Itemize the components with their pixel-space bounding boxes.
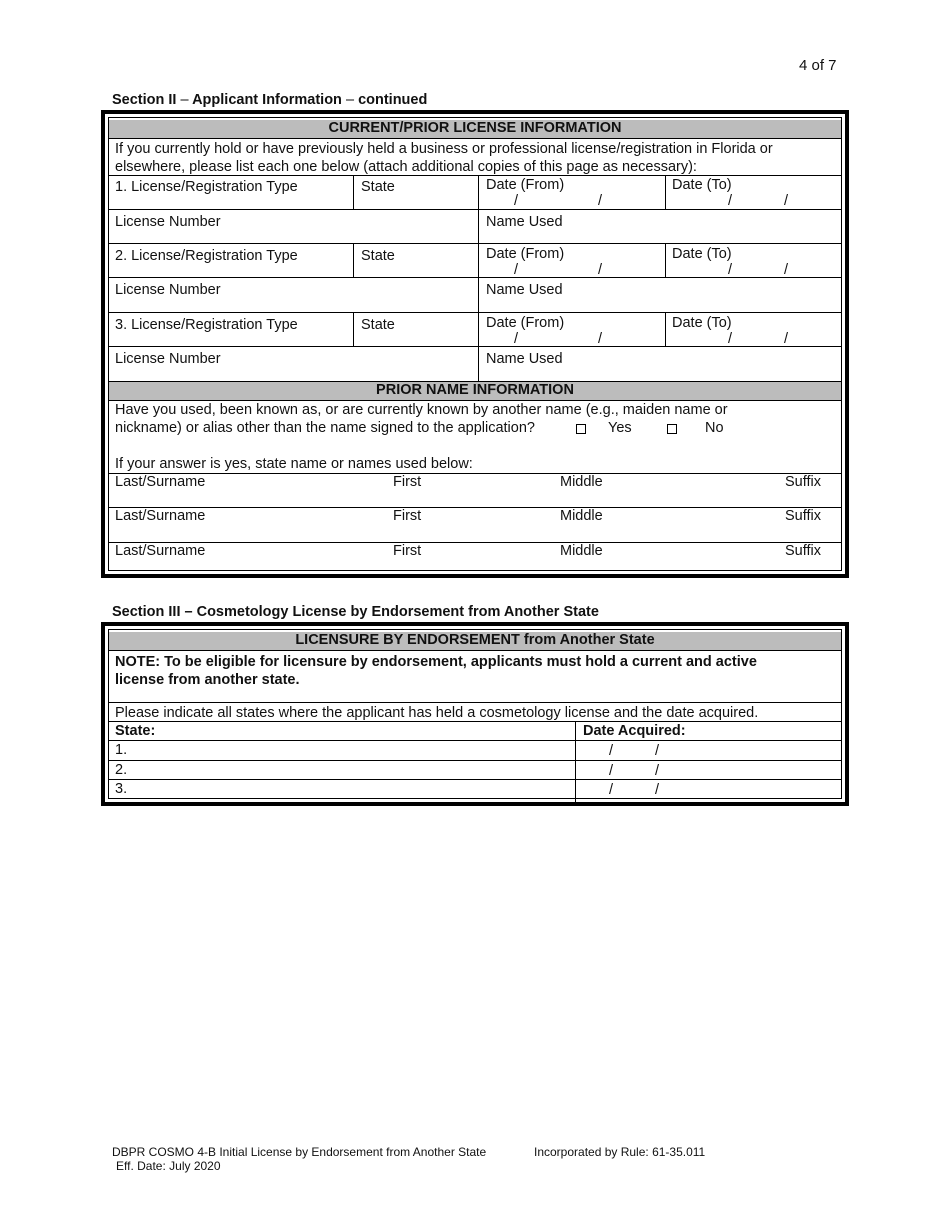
date-row-1-sep-1: / — [609, 743, 614, 759]
endorsement-header: LICENSURE BY ENDORSEMENT from Another State — [109, 632, 841, 651]
license-1-number-label: License Number — [115, 214, 221, 230]
license-3-state-label: State — [361, 317, 395, 333]
license-3-date-from-sep-2: / — [598, 331, 603, 347]
name-row-3-last: Last/Surname — [115, 543, 206, 559]
license-2-name-used-label: Name Used — [486, 282, 563, 298]
license-intro-line2: elsewhere, please list each one below (attach additional copies of this page as necessary): — [115, 159, 697, 175]
license-2-date-to-sep-2: / — [784, 262, 789, 278]
license-2-date-to-label: Date (To) — [672, 246, 732, 262]
endorsement-box — [101, 622, 849, 806]
state-row-2: 2. — [115, 762, 128, 778]
applicant-info-box — [101, 110, 849, 578]
page-number: 4 of 7 — [799, 57, 837, 74]
license-3-number-label: License Number — [115, 351, 221, 367]
prior-name-header: PRIOR NAME INFORMATION — [109, 382, 841, 401]
date-row-2-sep-1: / — [609, 763, 614, 779]
prior-name-question-line2: nickname) or alias other than the name signed to the application? — [115, 420, 535, 436]
state-column-header: State: — [115, 723, 156, 739]
license-3-name-used-label: Name Used — [486, 351, 563, 367]
footer-form-name: DBPR COSMO 4-B Initial License by Endorsement from Another State — [112, 1145, 487, 1159]
name-row-1-first: First — [393, 474, 422, 490]
endorsement-note-line1: NOTE: To be eligible for licensure by endorsement, applicants must hold a current and active — [115, 654, 757, 670]
license-1-date-to-sep-1: / — [728, 193, 733, 209]
license-1-date-from-label: Date (From) — [486, 177, 565, 193]
license-1-name-used-label: Name Used — [486, 214, 563, 230]
license-2-number-label: License Number — [115, 282, 221, 298]
prior-name-question-line1: Have you used, been known as, or are currently known by another name (e.g., maiden name or — [115, 402, 728, 418]
date-row-3-sep-2: / — [655, 782, 660, 798]
no-label: No — [705, 420, 724, 436]
section-2-title-main: Applicant Information — [192, 92, 342, 108]
name-row-2-first: First — [393, 508, 422, 524]
state-row-1: 1. — [115, 742, 128, 758]
applicant-info-inner — [108, 117, 842, 571]
footer-rule: Incorporated by Rule: 61-35.011 — [534, 1145, 706, 1159]
section-2-title-suffix: continued — [358, 92, 428, 108]
name-row-3-middle: Middle — [560, 543, 603, 559]
section-2-title-prefix: Section II — [112, 92, 177, 108]
date-row-3-sep-1: / — [609, 782, 614, 798]
name-row-1-middle: Middle — [560, 474, 603, 490]
state-row-3: 3. — [115, 781, 128, 797]
name-row-2-suffix: Suffix — [785, 508, 822, 524]
endorsement-note-line2: license from another state. — [115, 672, 300, 688]
section-2-title-dash-2: – — [345, 92, 355, 108]
section-3-title: Section III – Cosmetology License by Endorsement from Another State — [112, 604, 599, 620]
license-3-date-to-sep-2: / — [784, 331, 789, 347]
license-1-date-from-sep-2: / — [598, 193, 603, 209]
endorsement-inner — [108, 629, 842, 799]
license-1-state-label: State — [361, 179, 395, 195]
license-1-date-to-label: Date (To) — [672, 177, 732, 193]
license-2-state-label: State — [361, 248, 395, 264]
date-acquired-column-header: Date Acquired: — [583, 723, 686, 739]
date-row-1-sep-2: / — [655, 743, 660, 759]
license-3-date-from-sep-1: / — [514, 331, 519, 347]
license-2-date-from-sep-2: / — [598, 262, 603, 278]
footer-eff-date: Eff. Date: July 2020 — [116, 1159, 221, 1173]
date-row-2-sep-2: / — [655, 763, 660, 779]
license-2-date-from-sep-1: / — [514, 262, 519, 278]
license-1-type-label: 1. License/Registration Type — [115, 179, 298, 195]
section-2-title-dash: – — [180, 92, 189, 108]
name-row-1-last: Last/Surname — [115, 474, 206, 490]
license-3-date-from-label: Date (From) — [486, 315, 565, 331]
no-checkbox[interactable] — [667, 424, 677, 434]
license-info-header: CURRENT/PRIOR LICENSE INFORMATION — [109, 120, 841, 139]
endorsement-instruction: Please indicate all states where the applicant has held a cosmetology license and the date acquired. — [115, 705, 759, 721]
name-row-1-suffix: Suffix — [785, 474, 822, 490]
name-row-2-last: Last/Surname — [115, 508, 206, 524]
name-row-2-middle: Middle — [560, 508, 603, 524]
name-row-3-suffix: Suffix — [785, 543, 822, 559]
license-2-date-from-label: Date (From) — [486, 246, 565, 262]
name-row-3-first: First — [393, 543, 422, 559]
license-1-date-to-sep-2: / — [784, 193, 789, 209]
yes-checkbox[interactable] — [576, 424, 586, 434]
prior-name-instruction: If your answer is yes, state name or names used below: — [115, 456, 473, 472]
license-3-date-to-label: Date (To) — [672, 315, 732, 331]
license-3-date-to-sep-1: / — [728, 331, 733, 347]
license-3-type-label: 3. License/Registration Type — [115, 317, 298, 333]
license-2-type-label: 2. License/Registration Type — [115, 248, 298, 264]
license-intro-line1: If you currently hold or have previously held a business or professional license/registration in Florida or — [115, 141, 773, 157]
license-2-date-to-sep-1: / — [728, 262, 733, 278]
yes-label: Yes — [608, 420, 632, 436]
section-2-title — [112, 92, 427, 108]
license-1-date-from-sep-1: / — [514, 193, 519, 209]
